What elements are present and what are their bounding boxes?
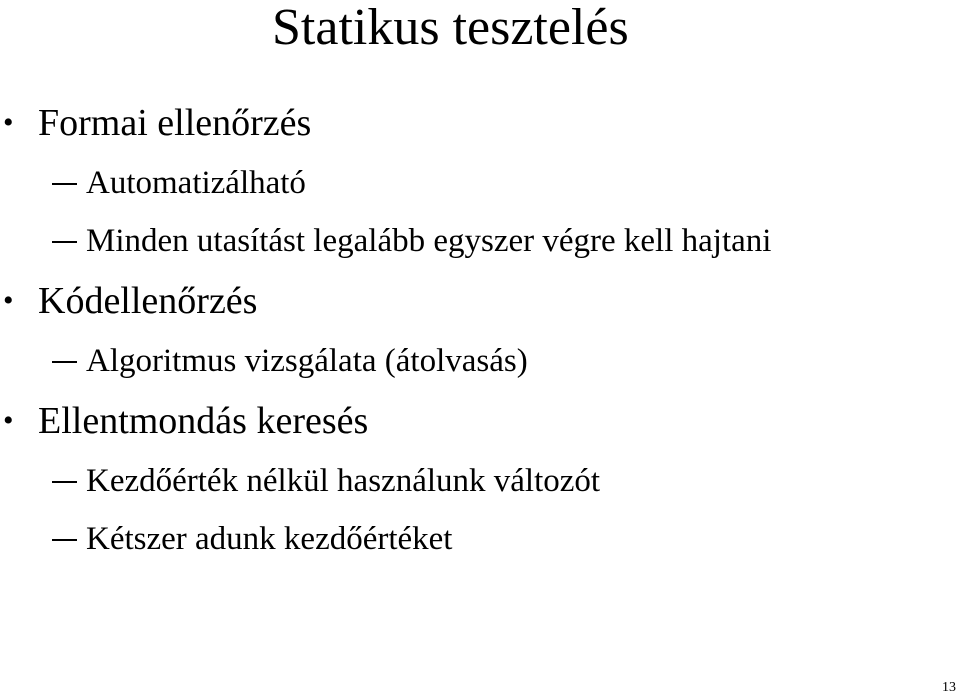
dash-icon: [52, 241, 77, 243]
sub-bullet-text: Kétszer adunk kezdőértéket: [86, 521, 453, 557]
page-number: 13: [942, 680, 956, 695]
dash-icon: [52, 183, 77, 185]
sub-bullet-item: [0, 212, 950, 270]
bullet-list: [0, 92, 950, 568]
bullet-icon: •: [3, 284, 14, 317]
bullet-text: Formai ellenőrzés: [38, 102, 312, 144]
sub-bullet-item: [0, 510, 950, 568]
bullet-item: [0, 92, 950, 154]
sub-bullet-item: [0, 154, 950, 212]
sub-bullet-text: Kezdőérték nélkül használunk változót: [86, 463, 601, 499]
sub-bullet-item: [0, 452, 950, 510]
sub-bullet-text: Algoritmus vizsgálata (átolvasás): [86, 343, 528, 379]
bullet-text: Ellentmondás keresés: [38, 400, 369, 442]
slide-title: Statikus tesztelés: [272, 0, 629, 56]
sub-bullet-item: [0, 332, 950, 390]
sub-bullet-text: Minden utasítást legalább egyszer végre kell hajtani: [86, 223, 772, 259]
bullet-icon: •: [3, 404, 14, 437]
dash-icon: [52, 539, 77, 541]
dash-icon: [52, 361, 77, 363]
bullet-text: Kódellenőrzés: [38, 280, 258, 322]
dash-icon: [52, 481, 77, 483]
sub-bullet-text: Automatizálható: [86, 165, 306, 201]
bullet-item: [0, 270, 950, 332]
bullet-icon: •: [3, 106, 14, 139]
bullet-item: [0, 390, 950, 452]
